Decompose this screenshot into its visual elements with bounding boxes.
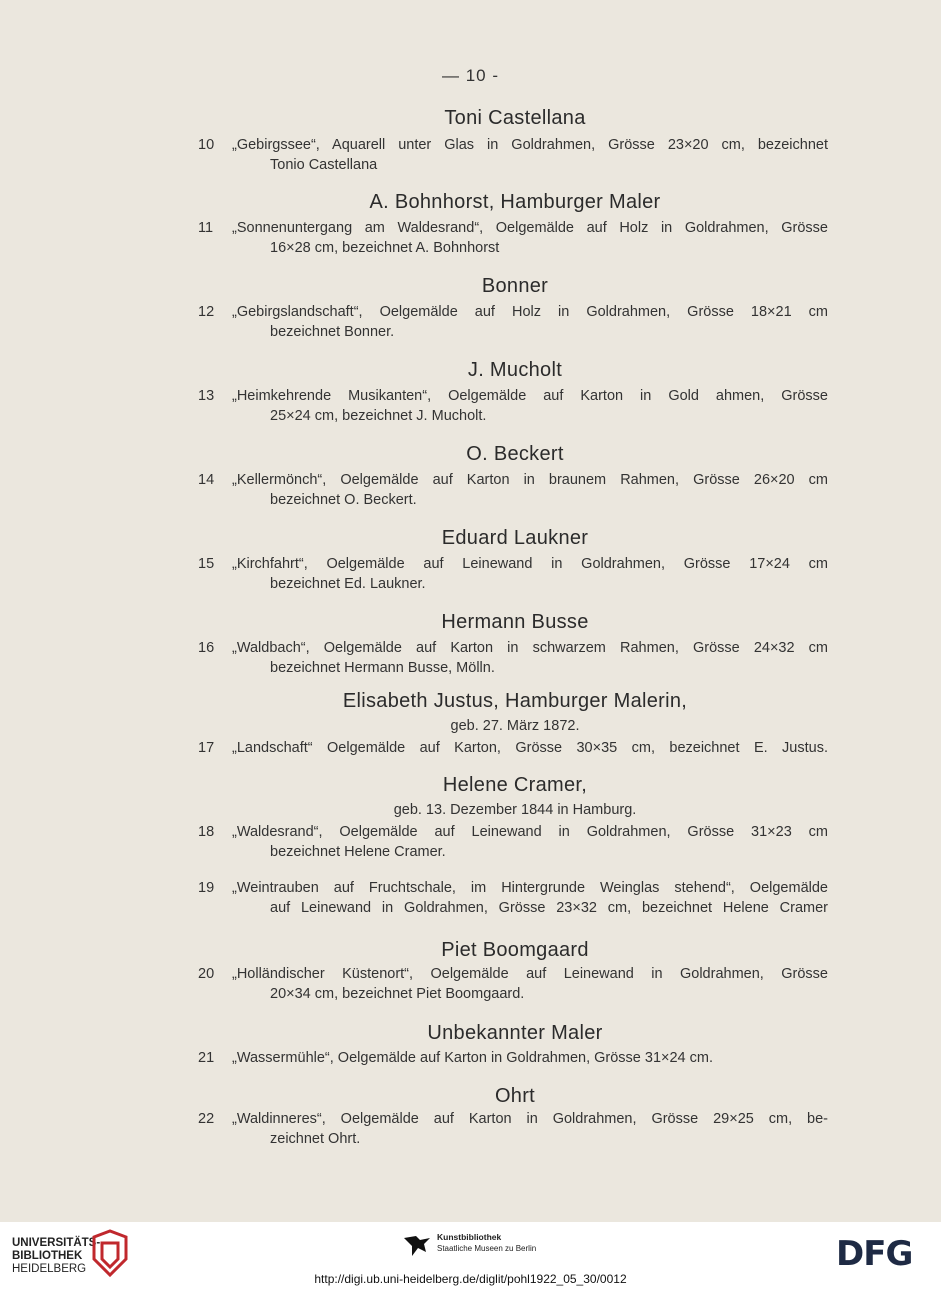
- lot-number: 15: [198, 556, 215, 572]
- lot-description-cont: bezeichnet O. Beckert.: [270, 492, 417, 508]
- artist-heading: Eduard Laukner: [441, 527, 589, 549]
- kunstbibliothek-eagle-icon: [402, 1232, 432, 1258]
- lot-description-cont: bezeichnet Hermann Busse, Mölln.: [270, 660, 495, 676]
- artist-heading: Bonner: [481, 275, 549, 297]
- lot-number: 13: [198, 388, 215, 404]
- lot-description: „Wassermühle“, Oelgemälde auf Karton in Goldrahmen, Grösse 31×24 cm.: [232, 1050, 713, 1066]
- lot-description-cont: 20×34 cm, bezeichnet Piet Boomgaard.: [270, 986, 525, 1002]
- university-library-logo[interactable]: [12, 1237, 100, 1276]
- permalink-url[interactable]: http://digi.ub.uni-heidelberg.de/diglit/pohl1922_05_30/0012: [314, 1272, 627, 1286]
- lot-number: 19: [198, 880, 215, 896]
- lot-description: „Gebirgssee“, Aquarell unter Glas in Goldrahmen, Grösse 23×20 cm, bezeichnet: [232, 137, 828, 153]
- lot-number: 10: [198, 137, 215, 153]
- lot-description-cont: bezeichnet Ed. Laukner.: [270, 576, 426, 592]
- artist-heading: Helene Cramer,: [442, 774, 588, 796]
- lot-description-cont: bezeichnet Helene Cramer.: [270, 844, 446, 860]
- artist-heading: Piet Boomgaard: [441, 939, 589, 961]
- lot-description: „Waldesrand“, Oelgemälde auf Leinewand in Goldrahmen, Grösse 31×23 cm: [232, 824, 828, 840]
- lot-number: 11: [198, 220, 214, 236]
- lot-description: „Kirchfahrt“, Oelgemälde auf Leinewand in Goldrahmen, Grösse 17×24 cm: [232, 556, 828, 572]
- lot-description: „Landschaft“ Oelgemälde auf Karton, Grösse 30×35 cm, bezeichnet E. Justus.: [232, 740, 828, 756]
- artist-birth-note: geb. 27. März 1872.: [450, 718, 580, 734]
- uni-line-3: HEIDELBERG: [12, 1263, 87, 1275]
- artist-heading: Elisabeth Justus, Hamburger Malerin,: [342, 690, 688, 712]
- page-number: — 10 -: [441, 66, 500, 85]
- lot-description: „Weintrauben auf Fruchtschale, im Hintergrunde Weinglas stehend“, Oelgemälde: [232, 880, 828, 896]
- lot-number: 17: [198, 740, 215, 756]
- lot-description-cont: auf Leinewand in Goldrahmen, Grösse 23×32 cm, bezeichnet Helene Cramer: [270, 900, 828, 916]
- lot-description: „Gebirgslandschaft“, Oelgemälde auf Holz in Goldrahmen, Grösse 18×21 cm: [232, 304, 828, 320]
- lot-description: „Sonnenuntergang am Waldesrand“, Oelgemälde auf Holz in Goldrahmen, Grösse: [232, 220, 828, 236]
- lot-description: „Kellermönch“, Oelgemälde auf Karton in braunem Rahmen, Grösse 26×20 cm: [232, 472, 828, 488]
- kb-title: Kunstbibliothek: [437, 1232, 502, 1242]
- artist-heading: Hermann Busse: [441, 611, 589, 633]
- uni-line-2: BIBLIOTHEK: [12, 1250, 83, 1262]
- artist-heading: Ohrt: [494, 1085, 536, 1107]
- uni-line-1: UNIVERSITÄTS-: [12, 1237, 101, 1249]
- lot-number: 21: [198, 1050, 215, 1066]
- lot-description-cont: zeichnet Ohrt.: [270, 1131, 361, 1147]
- lot-description-cont: bezeichnet Bonner.: [270, 324, 395, 340]
- artist-birth-note: geb. 13. Dezember 1844 in Hamburg.: [393, 802, 637, 818]
- lot-description-cont: 16×28 cm, bezeichnet A. Bohnhorst: [270, 240, 500, 256]
- lot-description-cont: 25×24 cm, bezeichnet J. Mucholt.: [270, 408, 487, 424]
- artist-heading: J. Mucholt: [467, 359, 563, 381]
- lot-description: „Heimkehrende Musikanten“, Oelgemälde auf Karton in Gold ahmen, Grösse: [232, 388, 828, 404]
- lot-number: 12: [198, 304, 215, 320]
- lot-description: „Waldinneres“, Oelgemälde auf Karton in Goldrahmen, Grösse 29×25 cm, be-: [232, 1111, 828, 1127]
- lot-number: 22: [198, 1111, 215, 1127]
- artist-heading: Unbekannter Maler: [427, 1022, 603, 1044]
- artist-heading: Toni Castellana: [444, 107, 586, 129]
- lot-number: 18: [198, 824, 215, 840]
- kunstbibliothek-label[interactable]: [437, 1232, 536, 1254]
- lot-description: „Waldbach“, Oelgemälde auf Karton in schwarzem Rahmen, Grösse 24×32 cm: [232, 640, 828, 656]
- lot-number: 20: [198, 966, 215, 982]
- artist-heading: O. Beckert: [466, 443, 564, 465]
- lot-description: „Holländischer Küstenort“, Oelgemälde auf Leinewand in Goldrahmen, Grösse: [232, 966, 828, 982]
- lot-number: 16: [198, 640, 215, 656]
- lot-description-cont: Tonio Castellana: [270, 157, 378, 173]
- dfg-logo[interactable]: DFG: [836, 1234, 913, 1274]
- artist-heading: A. Bohnhorst, Hamburger Maler: [369, 191, 661, 213]
- kb-subtitle: Staatliche Museen zu Berlin: [437, 1244, 537, 1253]
- lot-number: 14: [198, 472, 215, 488]
